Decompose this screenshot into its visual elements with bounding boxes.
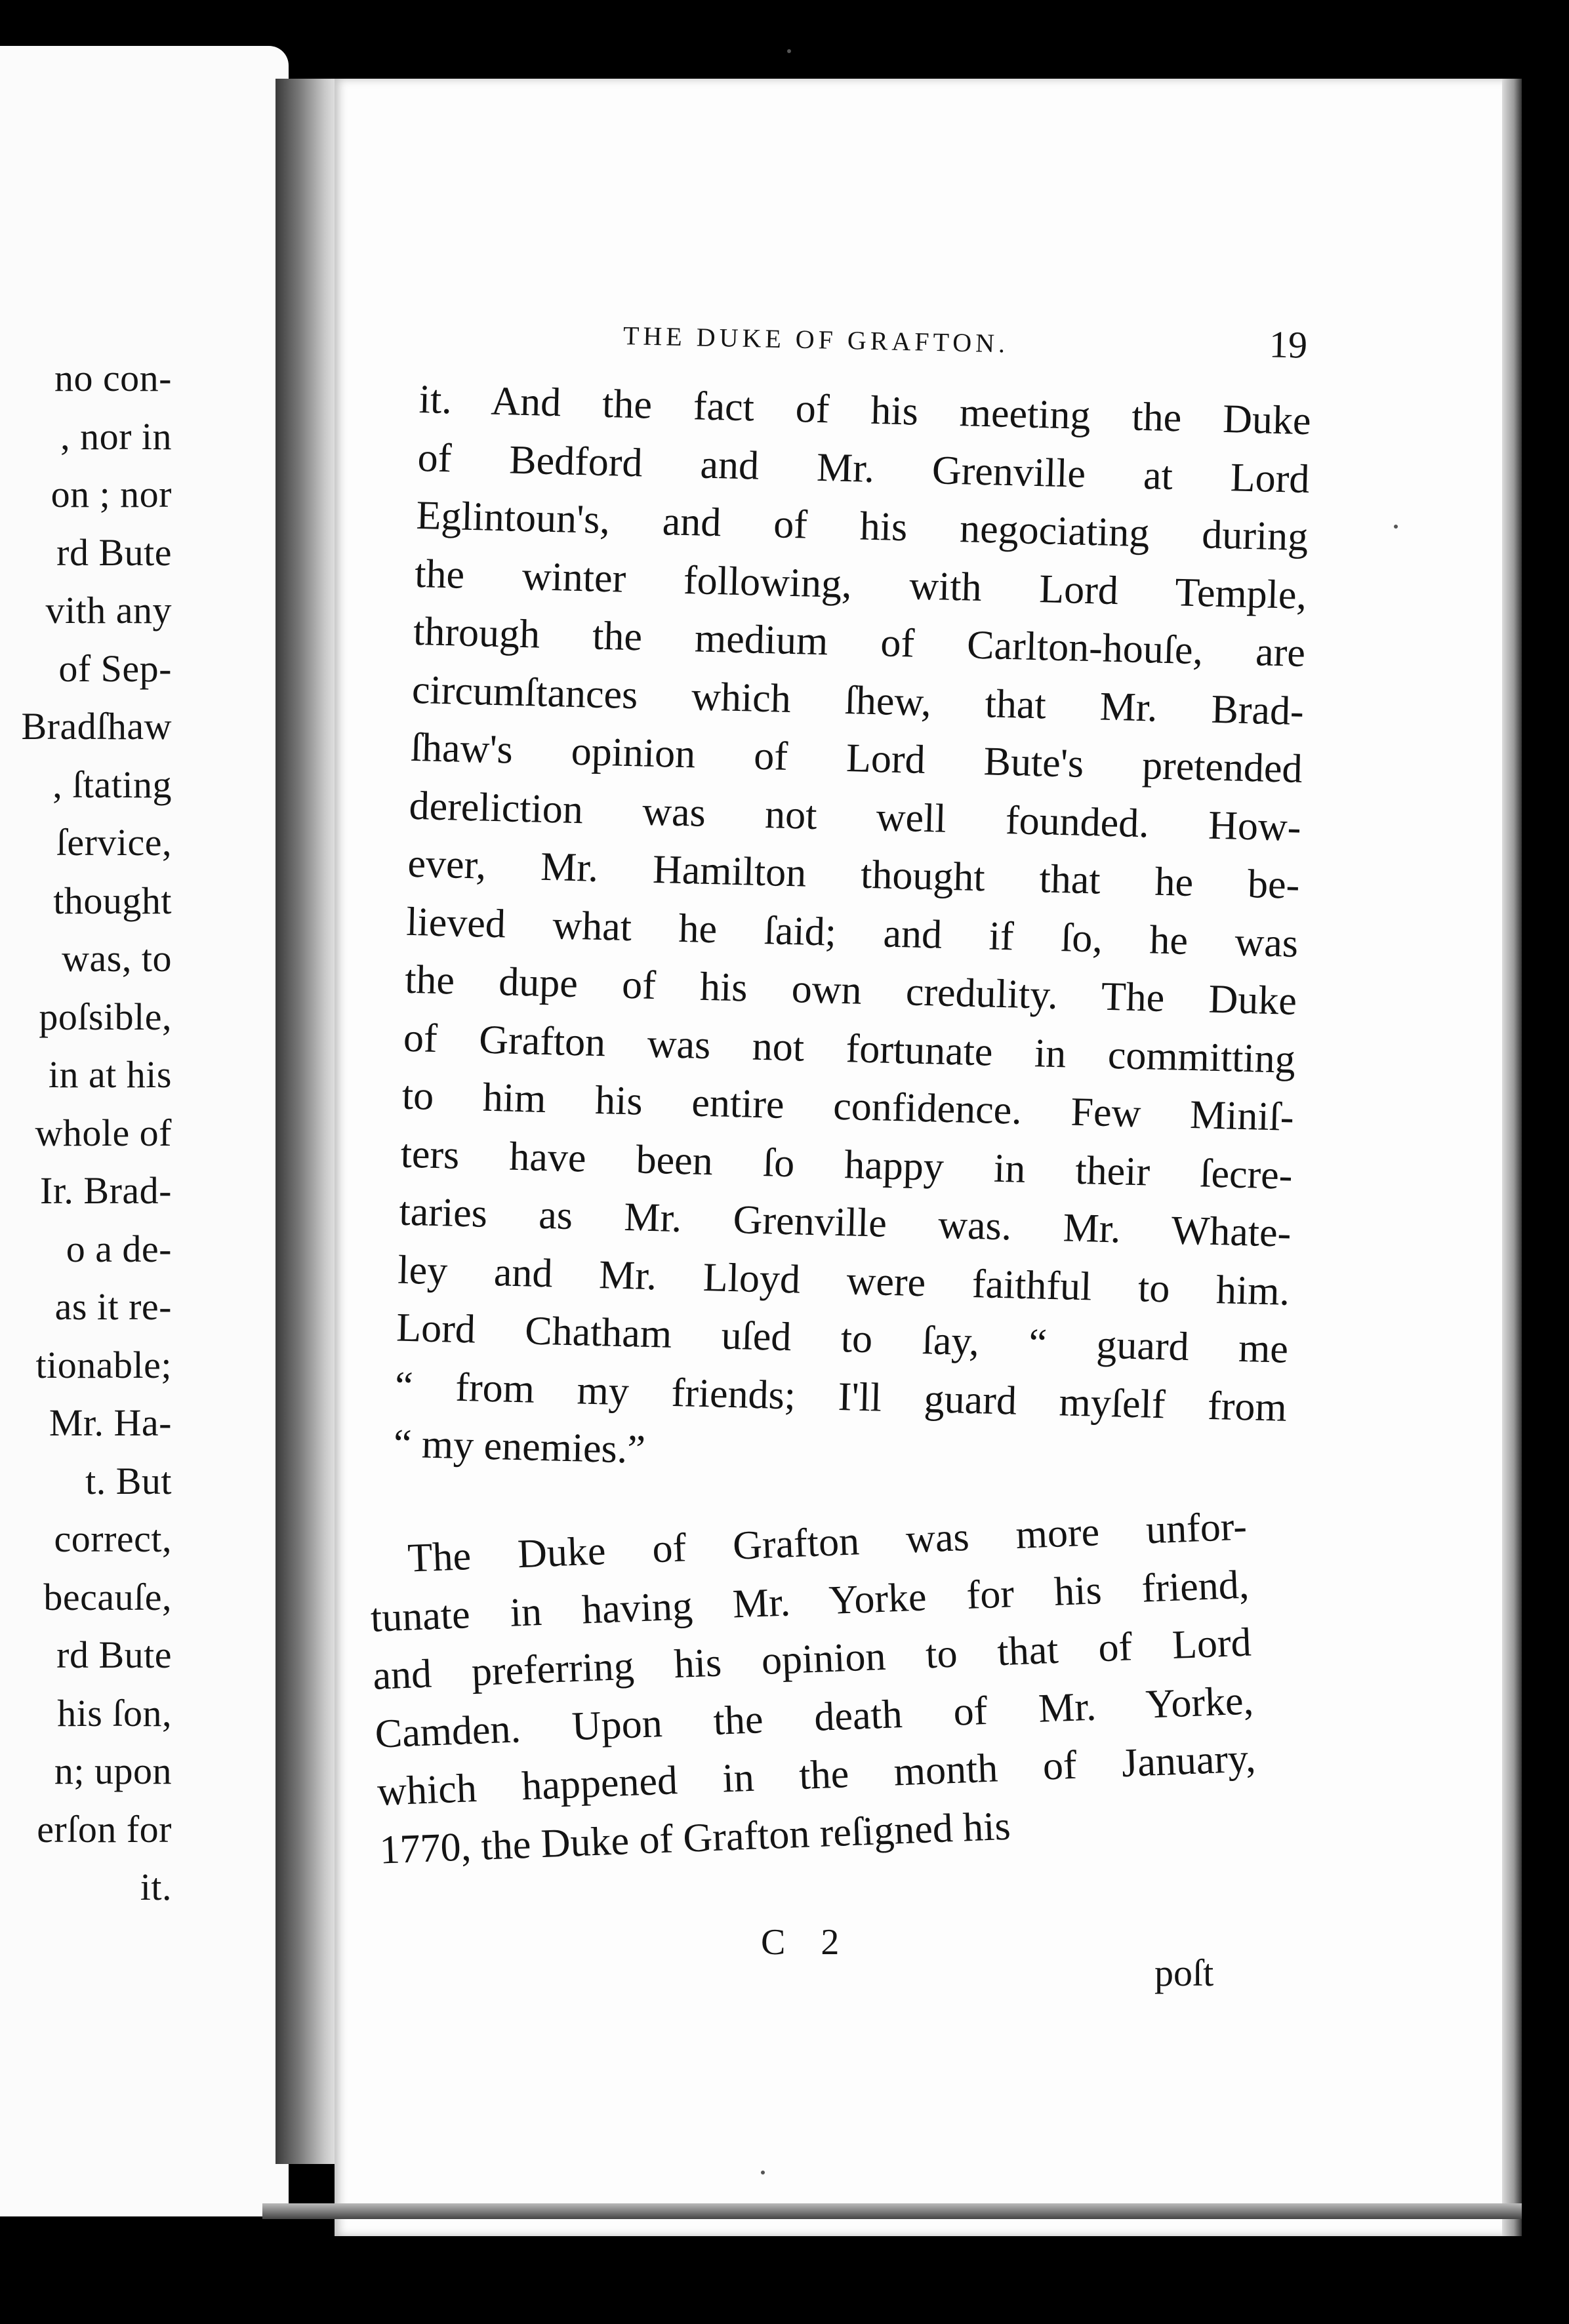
text-line: ley and Mr. Lloyd were faithful to him. xyxy=(397,1247,1290,1314)
left-page-line: correct, xyxy=(54,1517,172,1560)
text-line: of Bedford and Mr. Grenville at Lord xyxy=(417,435,1311,502)
left-page-line: ſervice, xyxy=(56,821,172,864)
text-line: ever, Mr. Hamilton thought that he be- xyxy=(407,841,1301,908)
left-page-line: rd Bute xyxy=(56,531,172,574)
page-edge-right xyxy=(1502,79,1522,2236)
page-number: 19 xyxy=(1269,323,1308,367)
left-page-line: in at his xyxy=(48,1053,172,1096)
text-line: of Grafton was not fortunate in committing xyxy=(403,1015,1296,1082)
left-page-line: Bradſhaw xyxy=(21,705,172,748)
text-line: 1770, the Duke of Grafton reſigned his xyxy=(378,1803,1011,1873)
left-page-line: erſon for xyxy=(37,1807,172,1851)
text-line: through the medium of Carlton-houſe, are xyxy=(413,609,1306,676)
page-edge-bottom xyxy=(262,2203,1522,2219)
left-page-line: , nor in xyxy=(60,414,172,458)
left-page-line: tionable; xyxy=(35,1343,172,1386)
book-gutter xyxy=(275,79,341,2164)
text-line: ters have been ſo happy in their ſecre- xyxy=(399,1131,1294,1198)
running-head: THE DUKE OF GRAFTON. xyxy=(622,321,1009,359)
left-page-line: whole of xyxy=(35,1111,172,1154)
left-page-line: Mr. Ha- xyxy=(49,1401,172,1444)
left-page-line: of Sep- xyxy=(58,647,172,690)
left-page-line: was, to xyxy=(62,937,172,980)
scan-speck xyxy=(787,49,791,53)
paragraph-2 xyxy=(367,1498,1259,1879)
text-line: “ my enemies.” xyxy=(393,1421,646,1472)
text-line: taries as Mr. Grenville was. Mr. Whate- xyxy=(398,1189,1292,1256)
left-page-line: o a de- xyxy=(66,1227,172,1270)
left-page-line: on ; nor xyxy=(51,473,172,515)
text-line: Camden. Upon the death of Mr. Yorke, xyxy=(374,1677,1255,1757)
left-page-line: his ſon, xyxy=(57,1691,172,1734)
text-line: dereliction was not well founded. How- xyxy=(408,783,1302,850)
paragraph-1 xyxy=(393,371,1312,1494)
left-page-line: thought xyxy=(53,879,172,922)
left-page-line: , ſtating xyxy=(52,763,172,806)
text-line: the dupe of his own credulity. The Duke xyxy=(404,957,1297,1024)
left-page-line: vith any xyxy=(45,589,172,631)
scan-speck xyxy=(1394,525,1398,529)
text-line: “ from my friends; I'll guard myſelf from xyxy=(394,1363,1288,1430)
left-page-line: as it re- xyxy=(54,1285,172,1328)
left-page-line: n; upon xyxy=(54,1750,172,1792)
left-page-line: t. But xyxy=(85,1459,172,1502)
text-line: circumſtances which ſhew, that Mr. Brad- xyxy=(411,667,1305,734)
text-line: which happened in the month of January, xyxy=(376,1736,1257,1814)
text-line: the winter following, with Lord Temple, xyxy=(414,551,1307,618)
text-line: lieved what he ſaid; and if ſo, he was xyxy=(405,899,1299,966)
text-line: Lord Chatham uſed to ſay, “ guard me xyxy=(396,1305,1289,1372)
catchword: poſt xyxy=(1154,1952,1214,1994)
left-page-line: no con- xyxy=(54,357,172,399)
scan-speck xyxy=(761,2171,765,2174)
text-line: The Duke of Grafton was more unfor- xyxy=(407,1504,1248,1581)
text-line: Eglintoun's, and of his negociating during xyxy=(415,492,1309,560)
text-line: it. And the fact of his meeting the Duke xyxy=(418,376,1312,444)
signature-mark: C 2 xyxy=(761,1922,853,1963)
left-page-line: it. xyxy=(140,1866,172,1908)
text-line: ſhaw's opinion of Lord Bute's pretended xyxy=(410,725,1303,792)
left-page-line: Ir. Brad- xyxy=(40,1169,172,1212)
left-page-line: poſsible, xyxy=(39,995,172,1038)
left-page-line: rd Bute xyxy=(56,1633,172,1676)
text-line: tunate in having Mr. Yorke for his friend, xyxy=(369,1561,1250,1641)
left-page-line: becauſe, xyxy=(43,1575,172,1618)
text-line: to him his entire confidence. Few Miniſ- xyxy=(401,1073,1295,1140)
text-line: and preferring his opinion to that of Lord xyxy=(372,1620,1252,1698)
